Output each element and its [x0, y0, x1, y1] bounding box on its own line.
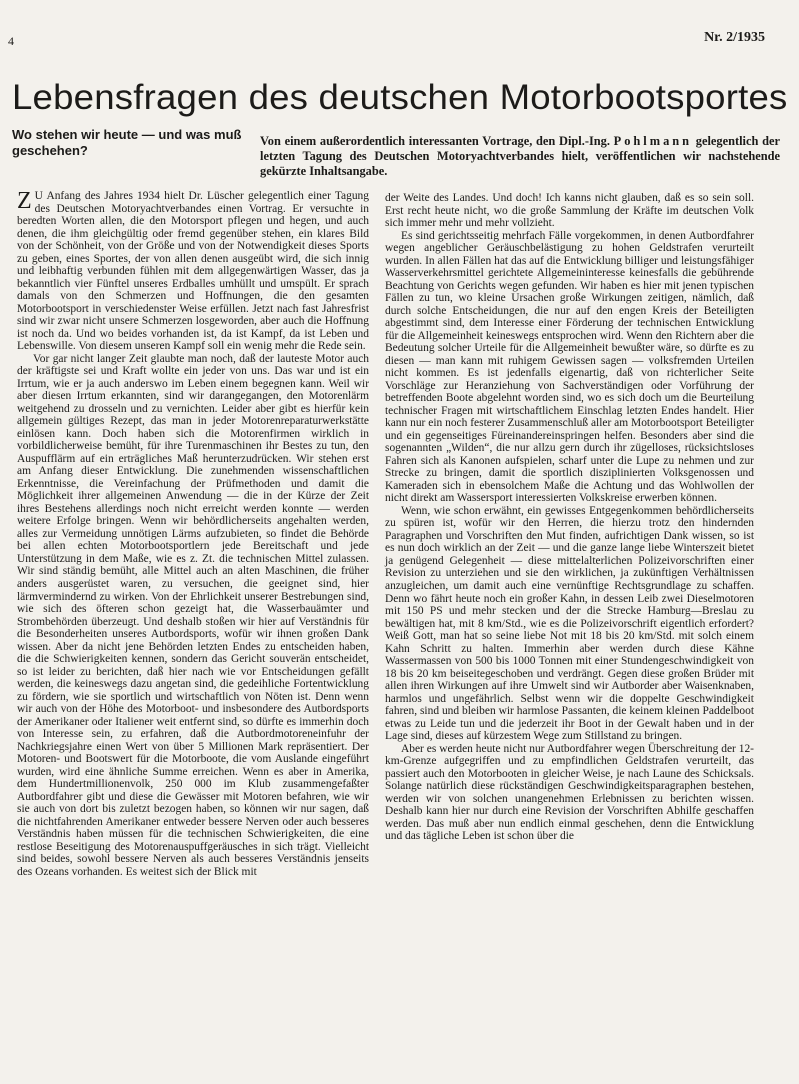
paragraph: Wenn, wie schon erwähnt, ein gewisses Entgegenkommen behördlicherseits zu spüren ist, wofür wir den Herren, die hierzu trotz den hindernden Paragraphen und Vorschriften den Mut finden, aufrichtigen Dank wissen, so ist es nun doch wirklich an der Zeit — und die ganze lange liebe Winterszeit bietet ja genügend Gelegenheit — diese mittelalterlichen Polizeivorschriften einer Revision zu unterziehen und sie den wirklichen, ja zukünftigen Verhältnissen anzugleichen, um damit auch eine vernünftige Rechtsgrundlage zu schaffen. Denn wo fährt heute noch ein großer Kahn, in dessen Leib zwei Dieselmotoren mit 150 PS und mehr stecken und der die Strecke Hamburg—Breslau zu bewältigen hat, mit 8 km/Std., wie es die Polizeivorschrift eigentlich erfordert? Weiß Gott, man hat so seine liebe Not mit 18 bis 20 km/Std. mit solch einem Kahn Schritt zu halten. Immerhin aber werden durch diese Kähne Wassermassen von 500 bis 1000 Tonnen mit einer Stundengeschwindigkeit von 18 bis 20 km beiseitegeschoben und verdrängt. Gegen diese großen Brüder mit allen ihren Wirkungen auf ihre Umwelt sind wir Autborder aber Waisenknaben, harmlos und ungefährlich. Selbst wenn wir die doppelte Geschwindigkeit fahren, sind und bleiben wir harmlose Passanten, die keinem kleinen Paddelboot etwas zu Leide tun und die jederzeit ihr Boot in der Gewalt haben und in der Lage sind, dieses auf kürzestem Wege zum Stillstand zu bringen. — [385, 504, 754, 743]
article-intro — [260, 134, 780, 179]
paragraph — [17, 190, 369, 353]
intro-text-end: gelegentlich der letzten Tagung des Deutschen Motoryachtverbandes hielt, veröffentlichen wir nachstehende gekürzte Inhaltsangabe. — [260, 134, 780, 178]
intro-text-start: Von einem außerordentlich interessanten Vortrage, den Dipl.-Ing. — [260, 134, 610, 148]
paragraph: Es sind gerichtsseitig mehrfach Fälle vorgekommen, in denen Autbordfahrer wegen angeblicher Geräuschbelästigung zu hohen Geldstrafen verurteilt wurden. In allen Fällen hat das auf die Entwicklung billiger und leistungsfähiger Wasserverkehrsmittel gerichtete Allgemeininteresse keinesfalls die gebührende Beachtung von Gerichts wegen gefunden. Wir haben es hier mit jenen typischen Fällen zu tun, wo kleine Ursachen große Wirkungen zeitigen, nämlich, daß durch solche Entscheidungen, die nur auf den engen Kreis der Beteiligten abgestimmt sind, dem Interesse einer Förderung der technischen Entwicklung für die Allgemeinheit keineswegs entsprochen wird. Wenn den Richtern aber die Bedeutung solcher Urteile für die Allgemeinheit bewußter wäre, so dürfte es zu diesen — man kann mit ruhigem Gewissen sagen — volksfremden Urteilen nicht kommen. Es ist jedenfalls eigenartig, daß von richterlicher Seite Vorschläge zur Heranziehung von Sachverständigen oder Vorführung der betreffenden Boote abgelehnt worden sind, wo es sich doch um die Beurteilung technischer Fragen mit wirtschaftlichem Einschlag letzten Endes handelt. Hier kann nur ein noch festerer Zusammenschluß aller am Motorbootsport Beteiligter und ein gegenseitiges Füreinandereinspringen helfen. Besonders aber sind die sogenannten „Wilden“, die nur allzu gern durch ihr zügelloses, rücksichtsloses Fahren sich als Kanonen aufspielen, scharf unter die Lupe zu nehmen und zur Strecke zu bringen, damit die sportlich disziplinierten Volksgenossen und Kameraden sich in ebensolchem Maße die Achtung und das Wohlwollen der nicht direkt am Wassersport interessierten Volkskreise erwerben können. — [385, 229, 754, 505]
issue-number: Nr. 2/1935 — [704, 30, 765, 45]
intro-author-name: Pohlmann — [613, 134, 693, 148]
paragraph: Aber es werden heute nicht nur Autbordfahrer wegen Überschreitung der 12-km-Grenze aufgegriffen und zu empfindlichen Geldstrafen verurteilt, das passiert auch den Motorbooten in gleicher Weise, je nach Laune des Schicksals. Solange natürlich diese rückständigen Geschwindigkeitsparagraphen bestehen, werden wir von solchen unangenehmen Erlebnissen zu berichten wissen. Deshalb kann hier nur durch eine Revision der Vorschriften Abhilfe geschaffen werden. Das muß aber nun endlich einmal geschehen, denn die Entwicklung und das tägliche Leben ist schon über die — [385, 742, 754, 843]
article-subtitle: Wo stehen wir heute — und was muß geschehen? — [12, 127, 242, 158]
paragraph: Vor gar nicht langer Zeit glaubte man noch, daß der lauteste Motor auch der kräftigste sei und Kraft wollte ein jeder von uns. Das war und ist ein Irrtum, wie er ja auch anderswo im Leben einem begegnen kann. Weil wir aber diesen Irrtum erkannten, sind wir darangegangen, den Motorenlärm weitgehend zu drosseln und zu vernichten. Leider aber gibt es hierfür kein allgemein gültiges Rezept, das man in jeder Motorenreparaturwerkstätte einlösen kann. Doch haben sich die Motorenfirmen wirklich in vorbildlicherweise bemüht, für ihre Turenmaschinen ihr Bestes zu tun, den Auspufflärm auf ein erträgliches Maß herunterzudrücken. Wir stehen erst am Anfang dieser Entwicklung. Die zunehmenden wissenschaftlichen Erkenntnisse, die Vereinfachung der Prüfmethoden und damit die Möglichkeit ihrer allgemeinen Anwendung — die in der Kürze der Zeit ihres Bestehens allerdings noch nicht erreicht werden konnte — werden weitere Erfolge bringen. Wenn wir behördlicherseits angehalten werden, alles zur Vermeidung unnötigen Lärms aufzubieten, so findet die Behörde bei allen echten Motorbootsportlern jede Bereitschaft und jede Unterstützung in dem Maße, wie es z. Zt. die technischen Mittel zulassen. Wir sind ständig bemüht, alle Mittel auch an alten Maschinen, die früher anders ausgerüstet waren, zu versuchen, die geeignet sind, hier lärmvermindernd zu wirken. Von der Ehrlichkeit unserer Bestrebungen sind, wie sich des öfteren schon gezeigt hat, die Wasserbauämter und Strombehörden überzeugt. Und deshalb stoßen wir hier auf Verständnis für die Besonderheiten unseres Autbordsports, wofür wir ihnen großen Dank wissen. Aber da nicht jene Behörden letzten Endes zu entscheiden haben, die die Schwierigkeiten kennen, sondern das Gericht souverän entscheidet, so ist leider zu berichten, daß hier nach wie vor Entscheidungen gefällt werden, die keineswegs dazu angetan sind, die gedeihliche Fortentwicklung zu fördern, wie sie sportlich und wirtschaftlich von Nöten ist. Denn wenn wir auch von der Höhe des Motorboot- und insbesondere des Autbordsports der Amerikaner oder Italiener weit entfernt sind, so dürfte es immerhin doch von Interesse sein, zu erfahren, daß die Autbordmotoreneinfuhr der Nachkriegsjahre einen Wert von über 5 Millionen Mark repräsentiert. Der Motoren- und Bootswert für die Motorboote, die vom Auslande eingeführt wurden, wird eine ähnliche Summe erreichen. Wenn es aber in Amerika, dem Hundertmillionenvolk, 250 000 im Klub zusammengefaßter Autbordfahrer gibt und diese die Gewässer mit Motoren befahren, wie wir sie auch von dort bis zuletzt bezogen haben, so können wir nur sagen, daß die nichtfahrenden Amerikaner entweder bessere Nerven oder auch besseres Verständnis haben müssen für die technischen Schwierigkeiten, die eine restlose Beseitigung des Motorenauspuffgeräusches in sich trägt. Vielleicht sind beides, sowohl bessere Nerven als auch besseres Verständnis jenseits des Ozeans vorhanden. Es weitest sich der Blick mit — [17, 352, 369, 878]
right-column — [385, 192, 754, 843]
drop-cap: Z — [17, 188, 32, 214]
paragraph-text: U Anfang des Jahres 1934 hielt Dr. Lüscher gelegentlich einer Tagung des Deutschen Motoryachtverbandes einen Vortrag. Er versuchte in beredten Worten allen, die den Motorsport pflegen und hegen, und auch denen, die ihm gleichgültig oder fremd gegenüber stehen, ein klares Bild von der Schönheit, von der Größe und von der Notwendigkeit dieses Sports zu geben, eines Sportes, der von allen denen ausgeübt wird, die sich innig und leibhaftig verbunden fühlen mit dem allgegenwärtigen Wasser, das ja bekanntlich vier Fünftel unseres Erdballes umhüllt und umspült. Er sprach damals von den Schmerzen und Hoffnungen, die den gesamten Motorbootsport in verschiedenster Weise erfüllen. Jetzt nach fast Jahresfrist sind wir zwar nicht unsere Schmerzen losgeworden, aber auch die Hoffnung ist noch da. Und wo beides vorhanden ist, da ist Kampf, da ist Leben und Lebenswille. Von diesem unseren Kampf soll ein wenig mehr die Rede sein. — [17, 190, 369, 353]
article-headline: Lebensfragen des deutschen Motorbootsportes — [12, 78, 788, 117]
paragraph: der Weite des Landes. Und doch! Ich kanns nicht glauben, daß es so sein soll. Erst recht heute nicht, wo die große Sammlung der Kräfte im deutschen Volk sich immer mehr und mehr vollzieht. — [385, 192, 754, 230]
page-number: 4 — [8, 34, 14, 48]
left-column — [17, 190, 369, 878]
